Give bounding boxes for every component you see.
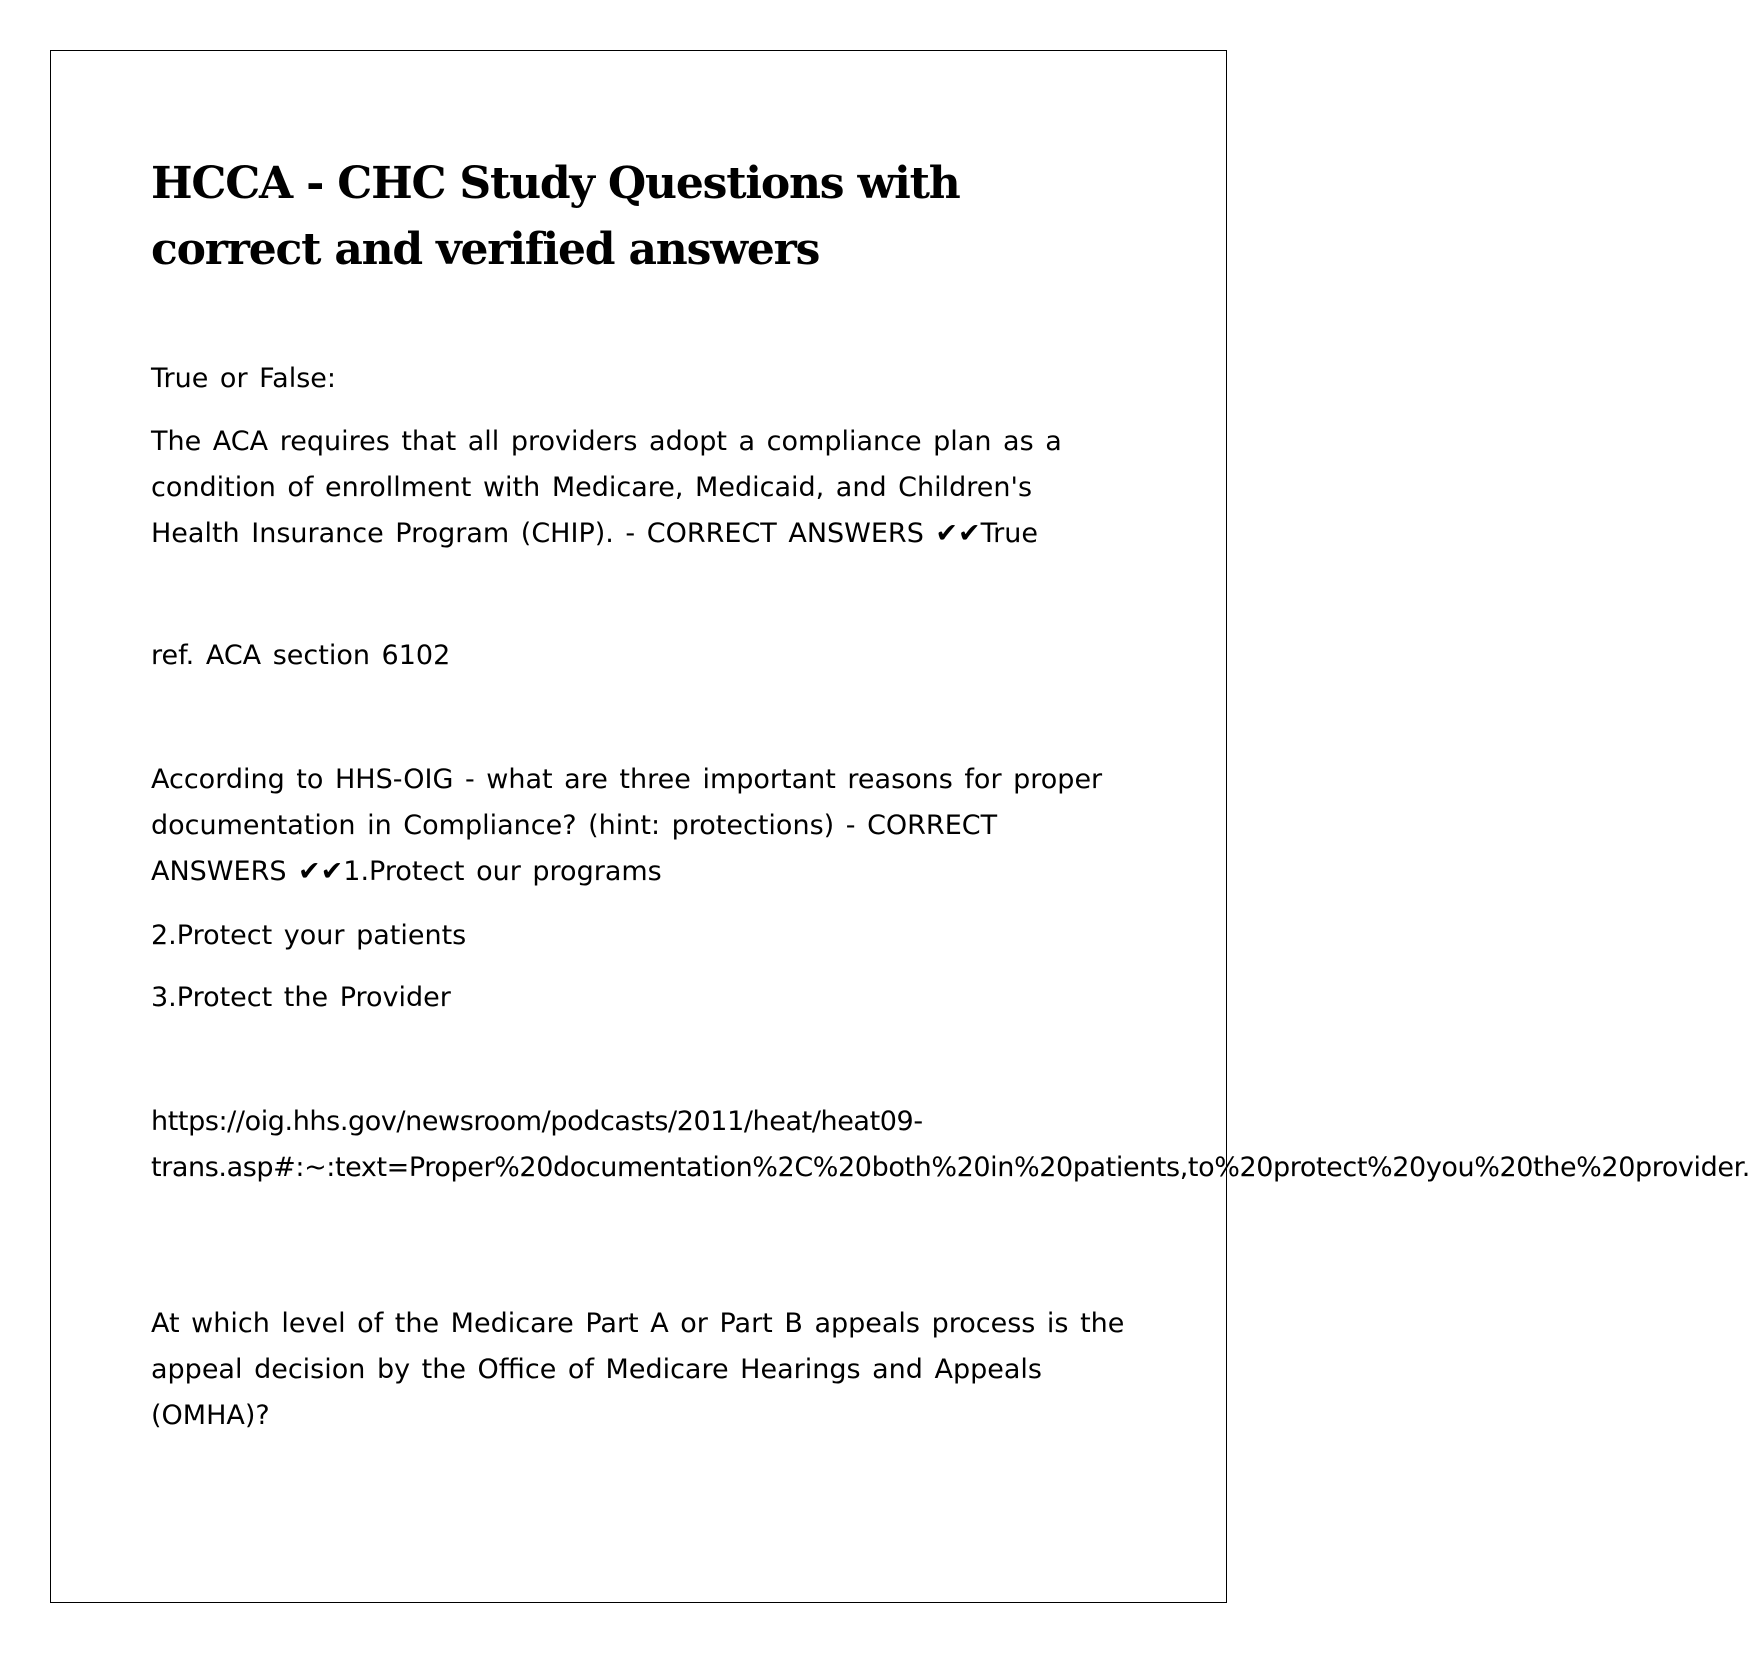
question-2-reference-link[interactable]: https://oig.hhs.gov/newsroom/podcasts/2011/heat/heat09-trans.asp#:~:text=Proper%20documentation%2C%20both%20in%20patients,to%20protect%20you%20the%20provider. — [151, 1106, 1750, 1183]
document-title: HCCA - CHC Study Questions with correct and verified answers — [151, 158, 960, 275]
question-2-answer-3: 3.Protect the Provider — [151, 982, 451, 1013]
question-1-label: True or False: — [151, 363, 337, 394]
question-1-reference: ref. ACA section 6102 — [151, 640, 451, 671]
question-1-text: The ACA requires that all providers adopt a compliance plan as a condition of enrollment with Medicare, Medicaid, and Children's Health Insurance Program (CHIP). - CORRECT ANSWERS ✔✔True — [151, 426, 1062, 549]
document-page — [50, 50, 1750, 1603]
question-3-text: At which level of the Medicare Part A or Part B appeals process is the appeal decision by the Office of Medicare Hearings and Appeals (OMHA)? — [151, 1308, 1125, 1431]
question-2-text: According to HHS-OIG - what are three important reasons for proper documentation in Compliance? (hint: protections) - CORRECT ANSWERS ✔✔1.Protect our programs — [151, 764, 1103, 887]
question-2-answer-2: 2.Protect your patients — [151, 920, 467, 951]
